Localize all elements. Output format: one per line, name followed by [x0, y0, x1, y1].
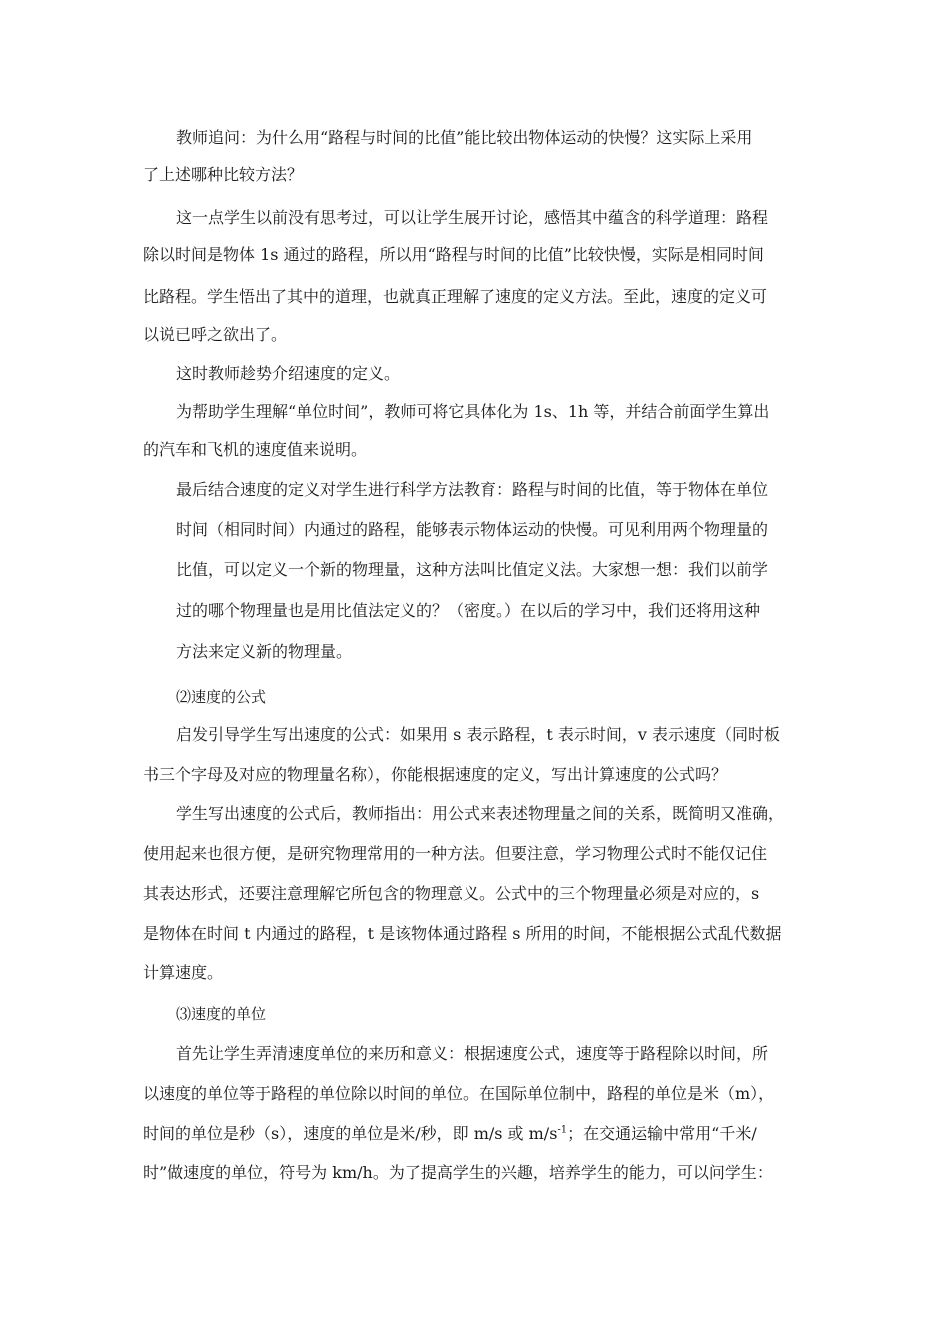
text-line: 比值，可以定义一个新的物理量，这种方法叫比值定义法。大家想一想：我们以前学 — [176, 560, 769, 579]
text-line: 学生写出速度的公式后，教师指出：用公式来表述物理量之间的关系，既简明又准确， — [176, 804, 785, 823]
text-line: 最后结合速度的定义对学生进行科学方法教育：路程与时间的比值，等于物体在单位 — [176, 480, 769, 499]
text-segment: ；在交通运输中常用“千米/ — [567, 1124, 757, 1143]
text-line: 的汽车和飞机的速度值来说明。 — [143, 440, 368, 459]
text-line: 过的哪个物理量也是用比值法定义的？（密度。）在以后的学习中，我们还将用这种 — [176, 601, 761, 620]
text-line: 启发引导学生写出速度的公式：如果用 s 表示路程，t 表示时间，v 表示速度（同时板 — [176, 725, 781, 744]
text-line: 了上述哪种比较方法？ — [143, 165, 304, 184]
text-line: 方法来定义新的物理量。 — [176, 642, 353, 661]
text-line: 计算速度。 — [143, 963, 224, 982]
text-line: 除以时间是物体 1s 通过的路程，所以用“路程与时间的比值”比较快慢，实际是相同时间 — [143, 245, 764, 264]
text-line — [143, 1123, 757, 1145]
text-line: 时间（相同时间）内通过的路程，能够表示物体运动的快慢。可见利用两个物理量的 — [176, 520, 769, 539]
text-line: 教师追问：为什么用“路程与时间的比值”能比较出物体运动的快慢？这实际上采用 — [176, 128, 753, 147]
section-heading: ⑶速度的单位 — [176, 1005, 267, 1023]
text-line: 首先让学生弄清速度单位的来历和意义：根据速度公式，速度等于路程除以时间，所 — [176, 1044, 769, 1063]
text-line: 使用起来也很方便，是研究物理常用的一种方法。但要注意，学习物理公式时不能仅记住 — [143, 844, 768, 863]
text-line: 这一点学生以前没有思考过，可以让学生展开讨论，感悟其中蕴含的科学道理：路程 — [176, 208, 769, 227]
text-line: 书三个字母及对应的物理量名称），你能根据速度的定义，写出计算速度的公式吗？ — [143, 765, 728, 784]
text-line: 以速度的单位等于路程的单位除以时间的单位。在国际单位制中，路程的单位是米（m）， — [143, 1084, 775, 1103]
text-line: 时”做速度的单位，符号为 km/h。为了提高学生的兴趣，培养学生的能力，可以问学生： — [143, 1163, 773, 1182]
text-line: 其表达形式，还要注意理解它所包含的物理意义。公式中的三个物理量必须是对应的，s — [143, 884, 760, 903]
text-line: 为帮助学生理解“单位时间”，教师可将它具体化为 1s、1h 等，并结合前面学生算出 — [176, 402, 770, 421]
text-segment: 时间的单位是秒（s），速度的单位是米/秒，即 m/s 或 m/s — [143, 1124, 558, 1143]
text-line: 这时教师趁势介绍速度的定义。 — [176, 364, 401, 383]
text-line: 是物体在时间 t 内通过的路程，t 是该物体通过路程 s 所用的时间，不能根据公式乱代数据 — [143, 924, 782, 943]
section-heading: ⑵速度的公式 — [176, 688, 267, 706]
superscript: -1 — [557, 1124, 568, 1136]
text-line: 以说已呼之欲出了。 — [143, 325, 288, 344]
text-line: 比路程。学生悟出了其中的道理，也就真正理解了速度的定义方法。至此，速度的定义可 — [143, 287, 768, 306]
